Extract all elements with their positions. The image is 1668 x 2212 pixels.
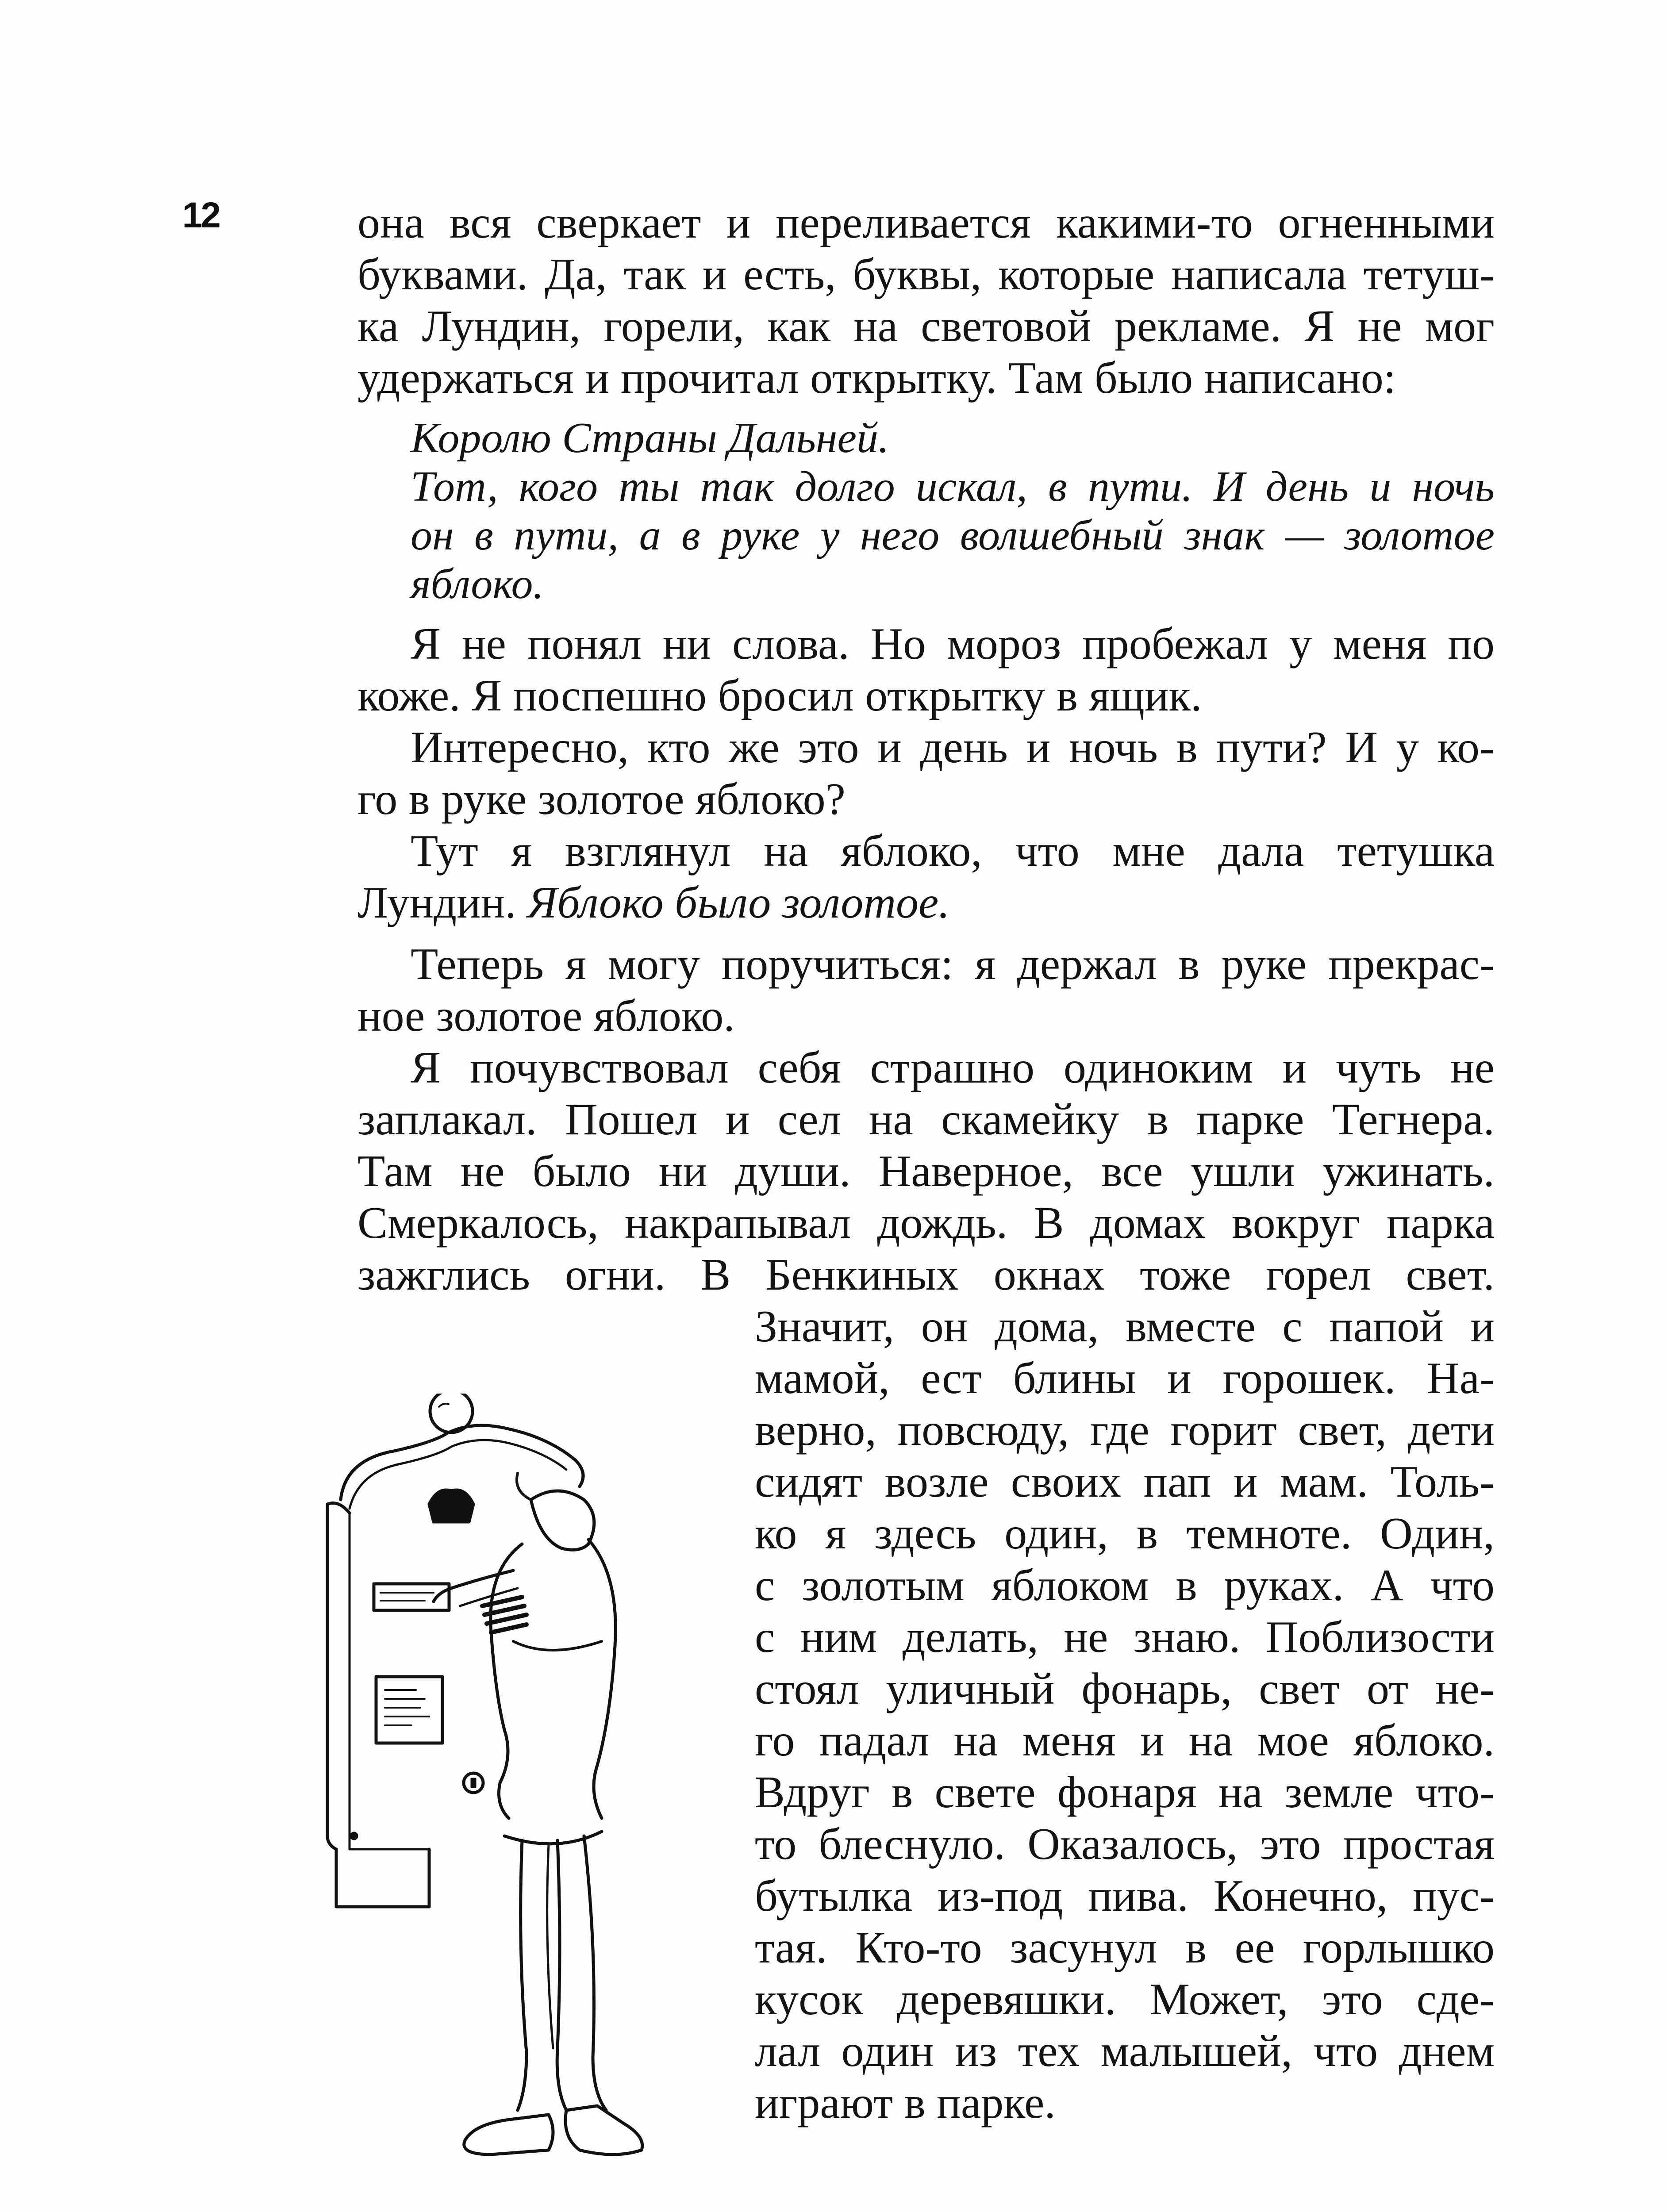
- text-line: яблоко.: [411, 560, 544, 608]
- text-line: удержаться и прочитал открытку. Там было написано:: [357, 353, 1396, 403]
- text-line: мамой, ест блины и горошек. На-: [755, 1353, 1495, 1403]
- text-line: Вдруг в свете фонаря на земле что-: [755, 1767, 1495, 1817]
- text-line: Значит, он дома, вместе с папой и: [755, 1302, 1495, 1352]
- text-line: он в пути, а в руке у него волшебный знак — золотое: [411, 511, 1495, 559]
- text-line: ка Лундин, горели, как на световой рекламе. Я не мог: [357, 301, 1495, 351]
- text-line: Я почувствовал себя страшно одиноким и чуть не: [411, 1043, 1495, 1093]
- text-line: Интересно, кто же это и день и ночь в пути? И у ко-: [411, 722, 1495, 772]
- boot-icon: [565, 2106, 642, 2154]
- text-span: Лундин.: [357, 878, 528, 928]
- paragraph: [357, 618, 1495, 722]
- text-line: ное золотое яблоко.: [357, 991, 735, 1041]
- text-line: Тот, кого ты так долго искал, в пути. И день и ночь: [411, 463, 1495, 511]
- text-line: зажглись огни. В Бенкиных окнах тоже горел свет.: [357, 1250, 1495, 1300]
- text-line: коже. Я поспешно бросил открытку в ящик.: [357, 671, 1202, 721]
- crown-icon: [429, 1490, 473, 1522]
- page-number: 12: [182, 195, 219, 235]
- text-line: заплакал. Пошел и сел на скамейку в парке Тегнера.: [357, 1094, 1495, 1144]
- text-line: Я не понял ни слова. Но мороз пробежал у меня по: [411, 619, 1495, 669]
- text-line: Теперь я могу поручиться: я держал в руке прекрас-: [411, 939, 1495, 989]
- paragraph: [357, 722, 1495, 825]
- text-line: Тут я взглянул на яблоко, что мне дала тетушка: [411, 826, 1495, 876]
- text-line: лал один из тех малышей, что днем: [755, 2026, 1495, 2076]
- text-line: кусок деревяшки. Может, это сде-: [755, 1974, 1495, 2024]
- text-line: го падал на меня и на мое яблоко.: [755, 1716, 1495, 1766]
- text-line: с золотым яблоком в руках. А что: [755, 1560, 1495, 1610]
- text-line: ко я здесь один, в темноте. Один,: [755, 1509, 1495, 1559]
- text-line: играют в парке.: [755, 2078, 1056, 2128]
- text-line: [357, 877, 1495, 929]
- boot-icon: [464, 2115, 553, 2154]
- paragraph: [357, 825, 1495, 929]
- text-line: буквами. Да, так и есть, буквы, которые написала тетуш-: [357, 250, 1495, 300]
- text-line: то блеснуло. Оказалось, это простая: [755, 1819, 1495, 1869]
- text-line: стоял уличный фонарь, свет от не-: [755, 1664, 1495, 1714]
- text-line: сидят возле своих пап и мам. Толь-: [755, 1457, 1495, 1507]
- wrapped-column: [755, 1301, 1495, 2129]
- paragraph: [357, 197, 1495, 404]
- text-line: Смеркалось, накрапывал дождь. В домах вокруг парка: [357, 1198, 1495, 1248]
- text-line: бутылка из-под пива. Конечно, пус-: [755, 1871, 1495, 1921]
- mailbox-boy-illustration: [283, 1394, 726, 2212]
- text-line: Королю Страны Дальней.: [411, 414, 889, 462]
- text-line: Там не было ни души. Наверное, все ушли ужинать.: [357, 1146, 1495, 1196]
- text-line: с ним делать, не знаю. Поблизости: [755, 1612, 1495, 1662]
- postcard-quote: [357, 414, 1495, 608]
- text-line: тая. Кто-то засунул в ее горлышко: [755, 1923, 1495, 1973]
- text-line: она вся сверкает и переливается какими-то огненными: [357, 198, 1495, 248]
- text-line: го в руке золотое яблоко?: [357, 774, 846, 824]
- italic-text-span: Яблоко было золотое.: [527, 878, 950, 928]
- text-line: верно, повсюду, где горит свет, дети: [755, 1405, 1495, 1455]
- paragraph: [357, 938, 1495, 1042]
